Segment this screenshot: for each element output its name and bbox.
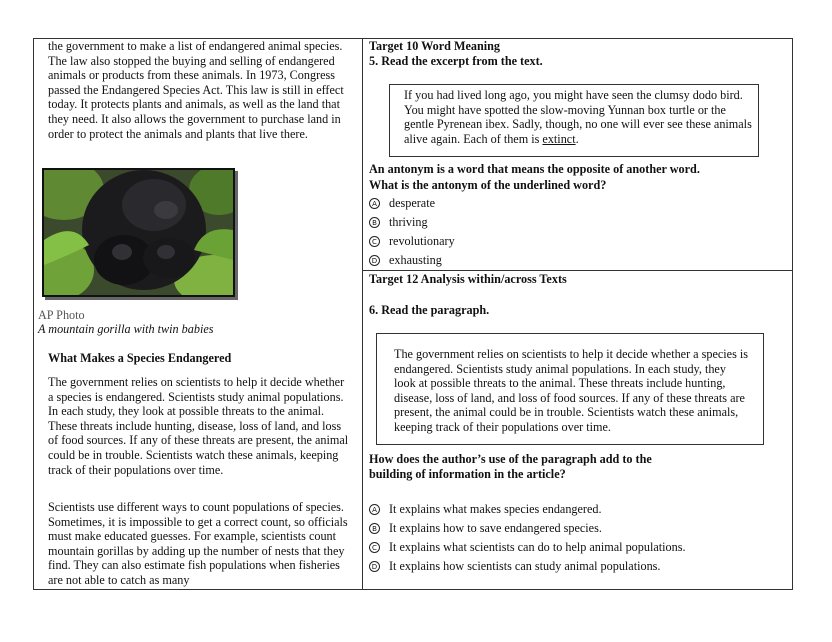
q5-choice-d-bubble[interactable]: D — [369, 255, 380, 266]
q5-choice-b-bubble[interactable]: B — [369, 217, 380, 228]
photo-caption: A mountain gorilla with twin babies — [38, 322, 214, 336]
intro-paragraph: the government to make a list of endangered animal species. The law also stopped the buying and selling of endangered animals or products from these animals. In 1973, Congress passed the Endangered Species Act. This law is still in effect today. It protects plants and animals, as well as the land that they need. It also allows the government to purchase land in order to protect the animals and plants that live there. — [48, 39, 344, 141]
photo-credit: AP Photo — [38, 308, 85, 322]
q5-choice-a-bubble[interactable]: A — [369, 198, 380, 209]
q6-choice-b-text: It explains how to save endangered species. — [389, 521, 602, 535]
q5-choice-a-text: desperate — [389, 196, 436, 210]
q5-choice-c[interactable] — [369, 234, 455, 249]
q5-choice-b[interactable] — [369, 215, 428, 230]
q5-excerpt-after: . — [575, 131, 579, 146]
column-divider — [362, 38, 363, 590]
q6-choice-c[interactable] — [369, 540, 686, 555]
q6-choice-d-text: It explains how scientists can study animal populations. — [389, 559, 661, 573]
q6-paragraph: The government relies on scientists to help it decide whether a species is endangered. Scientists study animal populations. In each study, they look at possible threats to the animal. These threats include hunting, disease, loss of land, and loss of food sources. If any of these threats are present, the animal could be in trouble. Scientists watch these animals, keeping track of their populations over time. — [394, 347, 749, 434]
q6-choice-b-bubble[interactable]: B — [369, 523, 380, 534]
q6-choice-c-bubble[interactable]: C — [369, 542, 380, 553]
q5-choice-c-bubble[interactable]: C — [369, 236, 380, 247]
q5-prompt: 5. Read the excerpt from the text. — [369, 54, 543, 68]
q5-underlined-word: extinct — [542, 131, 576, 146]
q6-choice-a-bubble[interactable]: A — [369, 504, 380, 515]
q6-choice-c-text: It explains what scientists can do to help animal populations. — [389, 540, 686, 554]
q5-choice-a[interactable] — [369, 196, 435, 211]
q5-choice-b-text: thriving — [389, 215, 428, 229]
q6-choice-a[interactable] — [369, 502, 602, 517]
q6-prompt: 6. Read the paragraph. — [369, 303, 490, 317]
q6-question-line2: building of information in the article? — [369, 467, 566, 481]
q6-choice-b[interactable] — [369, 521, 602, 536]
q5-question: What is the antonym of the underlined word? — [369, 178, 607, 192]
gorilla-photo-image — [44, 170, 233, 295]
q5-choice-c-text: revolutionary — [389, 234, 455, 248]
q5-choice-d-text: exhausting — [389, 253, 442, 267]
body-paragraph-2: Scientists use different ways to count populations of species. Sometimes, it is impossible to get a correct count, so officials must make educated guesses. For example, scientists count mountain gorillas by adding up the number of nests that they find. They can also estimate fish populations when fisheries are not able to catch as many — [48, 500, 348, 587]
body-paragraph-1: The government relies on scientists to help it decide whether a species is endangered. Scientists study animal populations. In each study, they look at possible threats to the animal. These threats include hunting, disease, loss of land, and loss of food sources. If any of these threats are present, the animal could be in trouble. Scientists watch these animals, keeping track of their populations over time. — [48, 375, 349, 477]
q6-choice-d[interactable] — [369, 559, 660, 574]
gorilla-photo — [42, 168, 235, 297]
q6-choice-d-bubble[interactable]: D — [369, 561, 380, 572]
q5-definition: An antonym is a word that means the opposite of another word. — [369, 162, 700, 176]
q6-target: Target 12 Analysis within/across Texts — [369, 272, 567, 286]
row-divider — [362, 270, 793, 271]
q6-question-line1: How does the author’s use of the paragraph add to the — [369, 452, 652, 466]
q6-choice-a-text: It explains what makes species endangered. — [389, 502, 602, 516]
q5-choice-d[interactable] — [369, 253, 442, 268]
q5-excerpt — [404, 88, 754, 146]
q5-excerpt-before: If you had lived long ago, you might have seen the clumsy dodo bird. You might have spotted the slow-moving Yunnan box turtle or the gentle Pyrenean ibex. Sadly, though, no one will ever see these animals alive again. Each of them is — [404, 88, 752, 146]
section-heading: What Makes a Species Endangered — [48, 351, 232, 365]
q5-target: Target 10 Word Meaning — [369, 39, 501, 53]
